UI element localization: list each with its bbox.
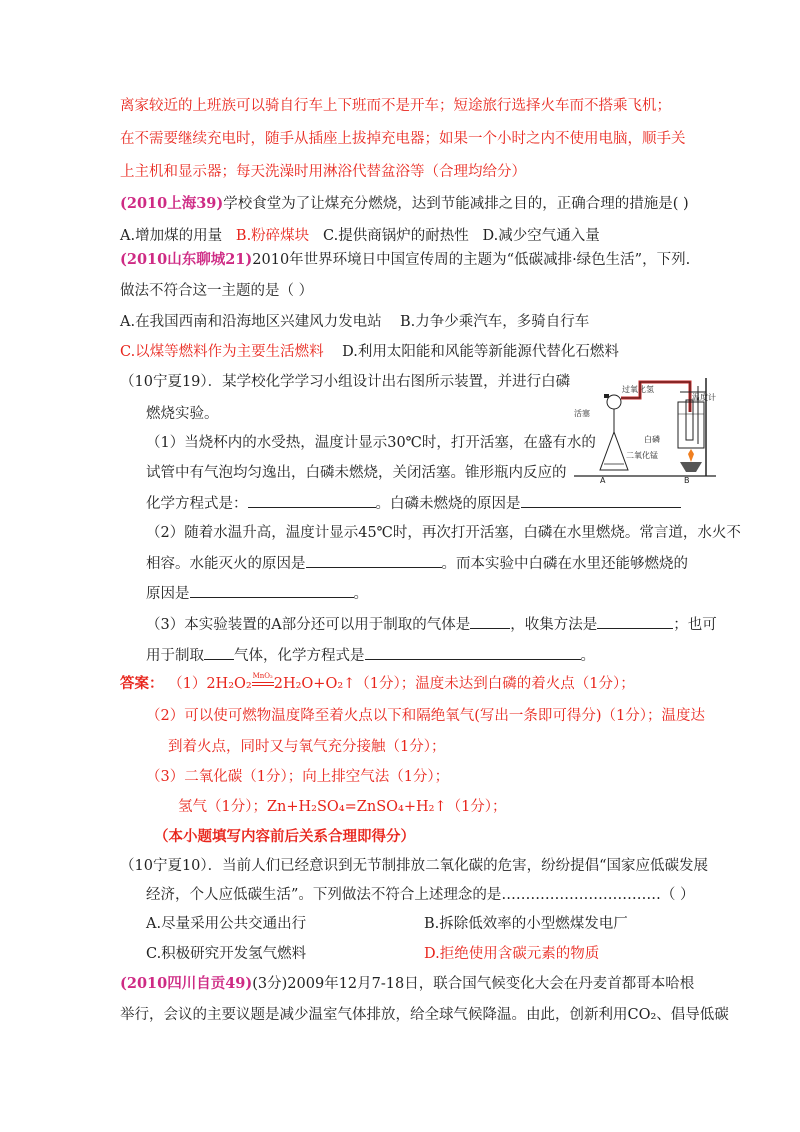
answer-19-line-1: 答案： （1）2H₂O₂ MnO₂ 2H₂O+O₂↑（1分）；温度未达到白磷的着火点（1分）； [120,672,635,692]
option-c: C.提供商锅炉的耐热性 [323,228,469,244]
label-white-phosphorus: 白磷 [644,435,660,444]
option-a: A.在我国西南和沿海地区兴建风力发电站 [120,314,382,330]
question-49-stem: (2010四川自贡49)(3分)2009年12月7-18日，联合国气候变化大会在丹麦首都哥本哈根 [120,975,695,992]
question-21-stem: (2010山东聊城21)2010年世界环境日中国宣传周的主题为“低碳减排·绿色生活”，下列. [120,251,691,268]
answer-blank [521,493,681,508]
question-39-stem: (2010上海39)学校食堂为了让煤充分燃烧，达到节能减排之目的，正确合理的措施是( ) [120,195,689,212]
question-49-source: (2010四川自贡49) [120,975,253,992]
question-19-part1-c: 化学方程式是： 。白磷未燃烧的原因是 [146,493,681,514]
answer-blank [248,493,376,508]
answer-blank [190,583,354,598]
question-10-stem: （10宁夏10）．当前人们已经意识到无节制排放二氧化碳的危害，纷纷提倡“国家应低碳发展 [120,858,709,874]
question-19-part2-b: 相容。水能灭火的原因是 。而本实验中白磷在水里还能够燃烧的 [146,553,688,574]
answer-blank [306,553,442,568]
answer-19-line-4: （3）二氧化碳（1分）；向上排空气法（1分）； [146,769,450,785]
option-d: D.利用太阳能和风能等新能源代替化石燃料 [342,344,619,360]
question-19-part3-a: （3）本实验装置的A部分还可以用于制取的气体是 ，收集方法是 ；也可 [146,614,717,635]
question-19-part1-b: 试管中有气泡均匀逸出，白磷未燃烧，关闭活塞。锥形瓶内反应的 [146,465,567,481]
apparatus-figure [570,372,720,484]
label-thermometer: 温度计 [692,393,716,402]
label-valve: 活塞 [574,409,590,418]
answer-blank [204,645,234,660]
flame-icon [688,449,694,462]
answer-19-note: （本小题填写内容前后关系合理即得分） [154,828,415,845]
question-21-options-cd [120,342,619,362]
question-21-stem-2: 做法不符合这一主题的是（ ） [120,283,314,299]
answer-lead: 答案： [120,675,164,692]
question-19-head: （10宁夏19）．某学校化学学习小组设计出右图所示装置，并进行白磷 [120,374,571,390]
label-hydrogen-peroxide: 过氧化氢 [622,385,654,394]
answer-19-line-3: 到着火点，同时又与氧气充分接触（1分）； [168,739,446,755]
question-21-options-ab [120,312,589,332]
answer-19-line-5: 氢气（1分）；Zn+H₂SO₄=ZnSO₄+H₂↑（1分）； [178,799,507,815]
option-a: A.增加煤的用量 [120,228,223,244]
question-19-part2-c: 原因是 。 [146,583,368,604]
option-d: D.减少空气通入量 [482,228,600,244]
answer-line-2: 在不需要继续充电时，随手从插座上拔掉充电器；如果一个小时之内不使用电脑，顺手关 [120,131,686,147]
question-19-part1-a: （1）当烧杯内的水受热，温度计显示30℃时，打开活塞，在盛有水的 [146,435,596,451]
lamp-icon [680,462,702,472]
option-c-answer: C.以煤等燃料作为主要生活燃料 [120,344,324,360]
answer-19-line-2: （2）可以使可燃物温度降至着火点以下和隔绝氧气(写出一条即可得分)（1分）；温度达 [146,708,706,724]
answer-line-3: 上主机和显示器；每天洗澡时用淋浴代替盆浴等（合理均给分） [120,164,526,180]
label-mno2: 二氧化锰 [626,451,658,460]
question-10-option-c: C.积极研究开发氢气燃料 [146,946,307,962]
question-21-source: (2010山东聊城21) [120,251,253,268]
question-19-head-2: 燃烧实验。 [146,406,219,422]
label-b: B [684,476,690,484]
option-b-answer: B.粉碎煤块 [235,228,310,244]
question-49-stem-2: 举行，会议的主要议题是减少温室气体排放，给全球气候降温。由此，创新利用CO₂、倡导低碳 [120,1007,729,1023]
question-39-options [120,226,600,246]
question-10-option-b: B.拆除低效率的小型燃煤发电厂 [424,916,628,932]
answer-blank [470,614,510,629]
question-10-option-d-answer: D.拒绝使用含碳元素的物质 [424,946,600,962]
option-b: B.力争少乘汽车，多骑自行车 [400,314,590,330]
catalyst-mark: MnO₂ [252,674,274,694]
question-39-source: (2010上海39) [120,195,224,212]
answer-line-1: 离家较近的上班族可以骑自行车上下班而不是开车；短途旅行选择火车而不搭乘飞机； [120,98,671,114]
answer-blank [365,645,581,660]
label-a: A [600,476,606,484]
answer-blank [597,614,673,629]
question-10-stem-2: 经济，个人应低碳生活”。下列做法不符合上述理念的是……………………………（ ） [146,887,695,903]
funnel-icon [607,395,621,409]
question-10-option-a: A.尽量采用公共交通出行 [146,916,307,932]
question-19-part2-a: （2）随着水温升高，温度计显示45℃时，再次打开活塞，白磷在水里燃烧。常言道，水火不 [146,525,741,541]
question-19-part3-b: 用于制取 气体，化学方程式是 。 [146,645,595,666]
